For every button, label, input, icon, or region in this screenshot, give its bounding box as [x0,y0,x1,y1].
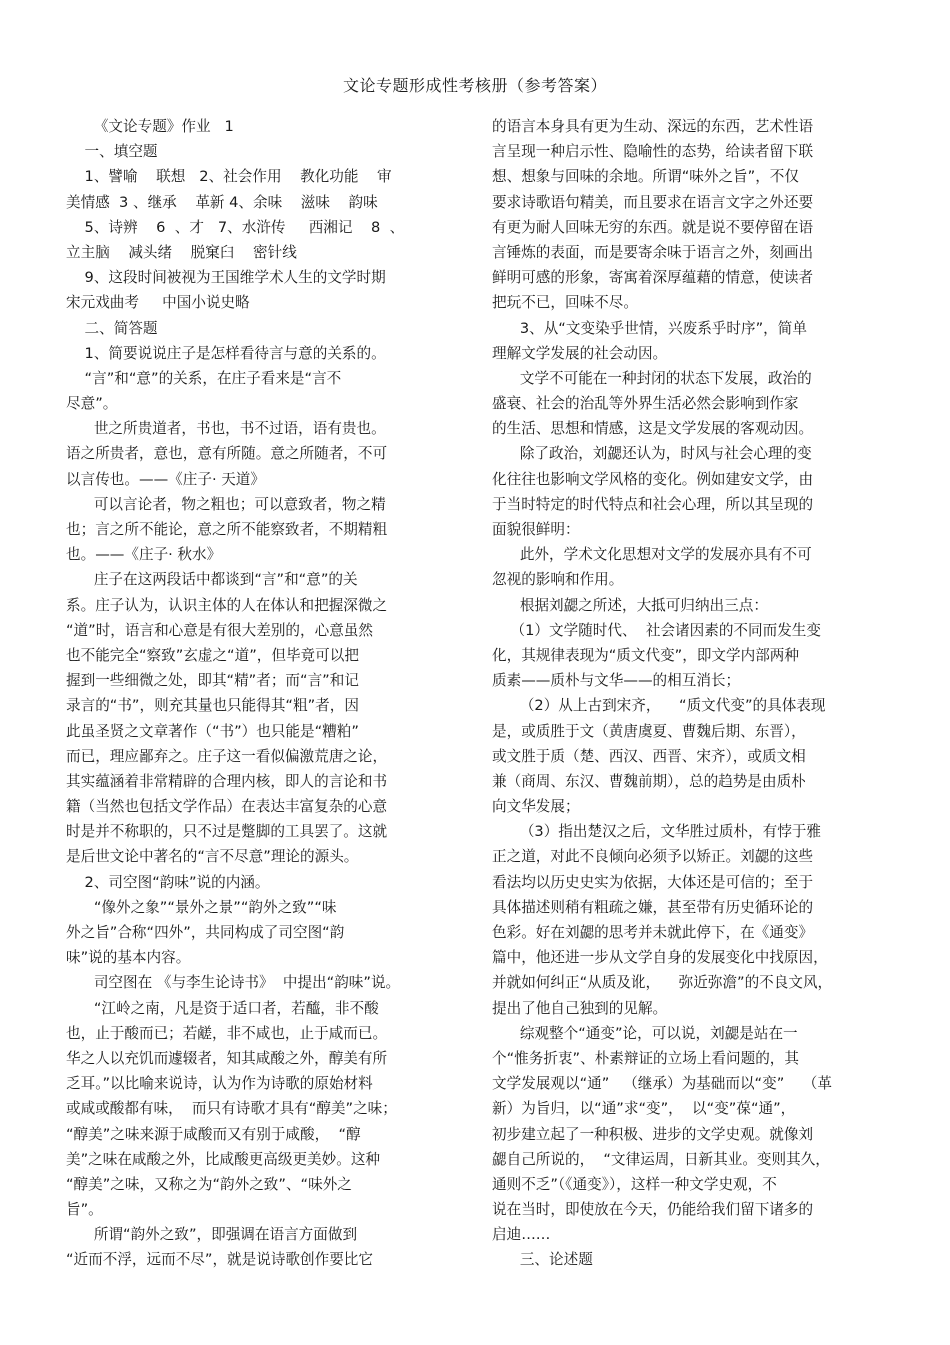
left-column-line: 立主脑 减头绪 脱窠臼 密针线 [66,243,297,261]
right-column-line: 此外，学术文化思想对文学的发展亦具有不可 [492,546,812,564]
left-column-line: 宋元戏曲考 中国小说史略 [66,294,250,312]
left-column-line: 《文论专题》作业 1 [66,118,234,135]
left-column-line: 语之所贵者，意也，意有所随。意之所随者，不可 [66,445,388,463]
right-column-line: 初步建立起了一种积极、进步的文学史观。就像刘 [492,1125,814,1143]
right-column-line: 的语言本身具有更为生动、深远的东西，艺术性语 [492,118,814,135]
right-column-line: 新）为旨归，以“通”求“变”， 以“变”葆“通”， [492,1100,796,1118]
right-column-line: 鲜明可感的形象，寄寓着深厚蕴藉的情意，使读者 [492,269,814,287]
right-column-line: （1）文学随时代、 社会诸因素的不同而发生变 [492,621,821,639]
right-column-line: 文学发展观以“通” （继承）为基础而以“变” （革 [492,1075,832,1093]
left-column-line: 或咸或酸都有味， 而只有诗歌才具有“醇美”之味； [66,1100,397,1118]
left-column-line: 世之所贵道者，书也，书不过语，语有贵也。 [66,420,386,438]
right-column-line: 具体描述则稍有粗疏之嫌，甚至带有历史循环论的 [492,898,814,916]
left-column-line: 而已，理应鄙弃之。庄子这一看似偏激荒唐之论， [66,747,388,765]
right-column-line: 是，或质胜于文（黄唐虞夏、曹魏后期、东晋）， [492,722,806,740]
left-column-line: 握到一些细微之处，即其“精”者；而“言”和记 [66,672,359,690]
left-column-line: 美”之味在咸酸之外，比咸酸更高级更美妙。这种 [66,1150,381,1168]
right-column-line: 启迪…… [492,1226,551,1244]
left-column-line: 时是并不称职的，只不过是蹩脚的工具罢了。这就 [66,823,388,841]
left-column-line: 也。——《庄子· 秋水》 [66,546,222,564]
left-column-line: “近而不浮，远而不尽”，就是说诗歌创作要比它 [66,1251,373,1269]
right-column-line: 盛衰、社会的治乱等外界生活必然会影响到作家 [492,395,799,413]
right-column-line: 勰自己所说的， “文律运周，日新其业。变则其久， [492,1150,830,1168]
left-column-line: 9、这段时间被视为王国维学术人生的文学时期 [66,269,386,287]
right-column-line: 面貌很鲜明： [492,521,580,538]
left-column-line: “言”和“意”的关系，在庄子看来是“言不 [66,369,342,387]
right-column-line: 言锤炼的表面，而是要寄余味于语言之外，刻画出 [492,243,814,261]
right-column-line: 根据刘勰之所述，大抵可归纳出三点： [492,596,768,614]
left-column-line: 也，止于酸而已；若鹾，非不咸也，止于咸而已。 [66,1024,388,1042]
left-column-line: 1、譬喻 联想 2、社会作用 教化功能 审 [66,168,392,186]
left-column-line: 2、司空图“韵味”说的内涵。 [66,873,270,891]
left-column-line: 一、填空题 [66,143,158,161]
right-column-line: 的生活、思想和情感，这是文学发展的客观动因。 [492,420,814,438]
left-column-line: “像外之象”“景外之景”“韵外之致”“味 [66,898,337,916]
right-column-line: 或文胜于质（楚、西汉、西晋、宋齐），或质文相 [492,747,806,765]
right-column-line: 综观整个“通变”论，可以说，刘勰是站在一 [492,1024,798,1042]
right-column-line: 并就如何纠正“从质及讹， 弥近弥澹”的不良文风， [492,974,833,992]
left-column-line: 籍（当然也包括文学作品）在表达丰富复杂的心意 [66,798,388,816]
right-column-line: 化，其规律表现为“质文代变”，即文学内部两种 [492,646,799,664]
left-column-line: 司空图在 《与李生论诗书》 中提出“韵味”说。 [66,974,401,992]
left-column-line: “道”时，语言和心意是有很大差别的，心意虽然 [66,621,373,639]
left-column-line: “醇美”之味来源于咸酸而又有别于咸酸， “醇 [66,1125,361,1143]
right-column-line: 于当时特定的时代特点和社会心理，所以其呈现的 [492,495,814,513]
right-column-line: 3、从“文变染乎世情，兴废系乎时序”，简单 [492,319,807,337]
left-column-line: “醇美”之味，又称之为“韵外之致”、“味外之 [66,1175,352,1193]
left-column-line: 华之人以充饥而遽辍者，知其咸酸之外，醇美有所 [66,1049,388,1067]
left-column-line: 是后世文论中著名的“言不尽意”理论的源头。 [66,848,359,866]
left-column-line: “江岭之南，凡是资于适口者，若醯，非不酸 [66,999,379,1017]
right-column-line: 看法均以历史史实为依据，大体还是可信的；至于 [492,873,814,891]
left-column-line: 二、简答题 [66,319,158,337]
right-column-line: 个“惟务折衷”、朴素辩证的立场上看问题的，其 [492,1049,799,1067]
left-column-line: 此虽圣贤之文章著作（“书”）也只能是“糟粕” [66,722,359,740]
left-column-line: 庄子在这两段话中都谈到“言”和“意”的关 [66,571,358,589]
left-column-line: 可以言论者，物之粗也；可以意致者，物之精 [66,495,386,513]
right-column-line: 化往往也影响文学风格的变化。例如建安文学，由 [492,470,814,488]
document-title: 文论专题形成性考核册（参考答案） [342,76,607,95]
left-column-line: 旨”。 [66,1201,103,1219]
left-column-line: 味”说的基本内容。 [66,949,191,967]
left-column-line: 外之旨”合称“四外”，共同构成了司空图“韵 [66,924,345,941]
right-column-line: 向文华发展； [492,798,580,816]
left-column-line: 5、诗辨 6 、才 7、水浒传 西湘记 8 、 [66,218,405,236]
right-column-line: 要求诗歌语句精美，而且要求在语言文字之外还要 [492,193,814,211]
right-column-line: 想、想象与回味的余地。所谓“味外之旨”，不仅 [492,168,799,186]
left-column-line: 乏耳。”以比喻来说诗，认为作为诗歌的原始材料 [66,1075,373,1093]
right-column-line: （2）从上古到宋齐， “质文代变”的具体表现 [492,697,826,715]
right-column-line: 兼（商周、东汉、曹魏前期），总的趋势是由质朴 [492,772,806,790]
left-column [66,114,462,1273]
right-column [492,114,884,1273]
right-column-line: 通则不乏”（《通变》），这样一种文学史观，不 [492,1175,777,1193]
right-column-line: 篇中，他还进一步从文学自身的发展变化中找原因， [492,949,828,967]
left-column-line: 也不能完全“察致”玄虚之“道”，但毕竟可以把 [66,646,359,664]
right-column-line: 言呈现一种启示性、隐喻性的态势，给读者留下联 [492,143,814,161]
left-column-line: 所谓“韵外之致”，即强调在语言方面做到 [66,1226,358,1244]
left-column-line: 以言传也。——《庄子· 天道》 [66,470,265,488]
right-column-line: （3）指出楚汉之后，文华胜过质朴，有悖于雅 [492,823,821,841]
right-column-line: 提出了他自己独到的见解。 [492,999,668,1017]
right-column-line: 有更为耐人回味无穷的东西。就是说不要停留在语 [492,218,814,236]
left-column-line: 录言的“书”，则充其量也只能得其“粗”者，因 [66,697,359,715]
left-column-line: 其实蕴涵着非常精辟的合理内核，即人的言论和书 [66,772,388,790]
right-column-line: 除了政治，刘勰还认为，时风与社会心理的变 [492,445,812,463]
right-column-line: 文学不可能在一种封闭的状态下发展，政治的 [492,369,812,387]
left-column-line: 系。庄子认为，认识主体的人在体认和把握深微之 [66,596,388,614]
right-column-line: 三、论述题 [492,1251,593,1269]
right-column-line: 说在当时，即使放在今天，仍能给我们留下诸多的 [492,1201,814,1219]
left-column-line: 尽意”。 [66,395,118,413]
left-column-line: 也；言之所不能论，意之所不能察致者，不期精粗 [66,521,388,538]
right-column-line: 质素——质朴与文华——的相互消长； [492,672,741,690]
right-column-line: 把玩不已，回味不尽。 [492,294,638,312]
left-column-line: 1、简要说说庄子是怎样看待言与意的关系的。 [66,344,386,362]
right-column-line: 色彩。好在刘勰的思考并未就此停下，在《通变》 [492,924,814,941]
right-column-line: 理解文学发展的社会动因。 [492,344,668,362]
left-column-line: 美情感 3 、继承 革新 4、余味 滋味 韵味 [66,193,378,211]
right-column-line: 忽视的影响和作用。 [492,571,624,589]
right-column-line: 正之道，对此不良倾向必须予以矫正。刘勰的这些 [492,848,814,866]
